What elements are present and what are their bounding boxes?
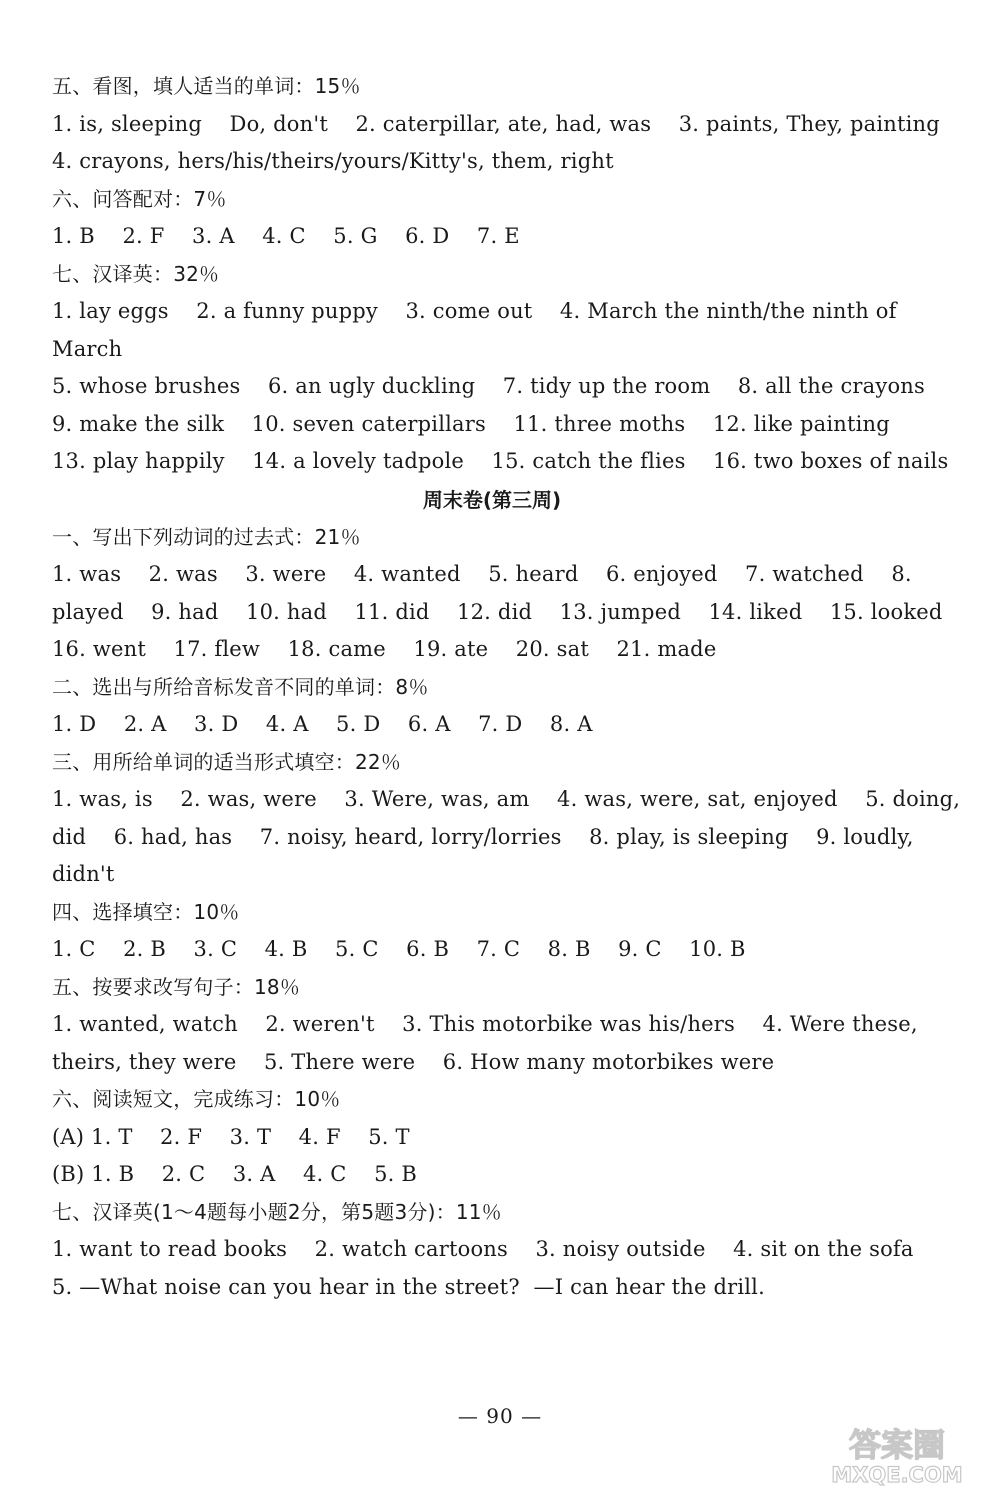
- section-heading: 二、选出与所给音标发音不同的单词：8％: [52, 674, 429, 699]
- answer-line: 1. C 2. B 3. C 4. B 5. C 6. B 7. C 8. B 9. C 10. B: [52, 937, 746, 961]
- answer-line: (A) 1. T 2. F 3. T 4. F 5. T: [52, 1124, 410, 1149]
- weekend-paper-title: 周末卷(第三周): [422, 487, 562, 512]
- answer-line: 1. is, sleeping Do, don't 2. caterpillar, ate, had, was 3. paints, They, painting: [52, 111, 940, 136]
- section-heading: 五、看图，填人适当的单词：15％: [52, 74, 361, 98]
- section-heading: 七、汉译英(1～4题每小题2分，第5题3分)：11％: [52, 1199, 502, 1224]
- answer-line: did 6. had, has 7. noisy, heard, lorry/lorries 8. play, is sleeping 9. loudly,: [52, 824, 914, 849]
- page-number: — 90 —: [457, 1404, 543, 1428]
- answer-line: 5. —What noise can you hear in the street? —I can hear the drill.: [52, 1274, 765, 1299]
- answer-line: 1. want to read books 2. watch cartoons 3. noisy outside 4. sit on the sofa: [52, 1237, 914, 1261]
- answer-line: 1. was, is 2. was, were 3. Were, was, am 4. was, were, sat, enjoyed 5. doing,: [52, 787, 961, 811]
- answer-line: 1. lay eggs 2. a funny puppy 3. come out 4. March the ninth/the ninth of: [52, 299, 897, 323]
- section-heading: 六、问答配对：7％: [52, 186, 227, 211]
- answer-line: March: [52, 336, 123, 361]
- answer-page: [52, 68, 961, 1306]
- answer-line: 9. make the silk 10. seven caterpillars 11. three moths 12. like painting: [52, 411, 890, 436]
- answer-line: didn't: [52, 862, 115, 886]
- answer-line: 1. was 2. was 3. were 4. wanted 5. heard 6. enjoyed 7. watched 8.: [52, 562, 912, 586]
- section-heading: 五、按要求改写句子：18％: [52, 974, 301, 999]
- section-heading: 四、选择填空：10％: [52, 899, 240, 924]
- answer-line: 1. wanted, watch 2. weren't 3. This motorbike was his/hers 4. Were these,: [52, 1012, 918, 1036]
- section-heading: 一、写出下列动词的过去式：21％: [52, 524, 361, 549]
- answer-line: 1. D 2. A 3. D 4. A 5. D 6. A 7. D 8. A: [52, 712, 593, 736]
- answer-line: (B) 1. B 2. C 3. A 4. C 5. B: [52, 1162, 418, 1186]
- answer-line: 1. B 2. F 3. A 4. C 5. G 6. D 7. E: [52, 224, 520, 248]
- answer-line: played 9. had 10. had 11. did 12. did 13. jumped 14. liked 15. looked: [52, 599, 943, 624]
- section-heading: 七、汉译英：32％: [52, 261, 220, 286]
- watermark-top-text: 答案圈: [848, 1426, 946, 1464]
- answer-line: 16. went 17. flew 18. came 19. ate 20. sat 21. made: [52, 637, 717, 661]
- section-heading: 六、阅读短文，完成练习：10％: [52, 1087, 341, 1111]
- section-heading: 三、用所给单词的适当形式填空：22％: [52, 749, 402, 774]
- watermark-logo-icon: [822, 1420, 972, 1488]
- answer-line: 13. play happily 14. a lovely tadpole 15. catch the flies 16. two boxes of nails: [52, 449, 949, 473]
- answer-line: theirs, they were 5. There were 6. How many motorbikes were: [52, 1049, 775, 1074]
- answer-line: 4. crayons, hers/his/theirs/yours/Kitty's, them, right: [52, 149, 614, 173]
- answer-line: 5. whose brushes 6. an ugly duckling 7. tidy up the room 8. all the crayons: [52, 374, 925, 398]
- watermark-bottom-text: MXQE.COM: [831, 1463, 963, 1487]
